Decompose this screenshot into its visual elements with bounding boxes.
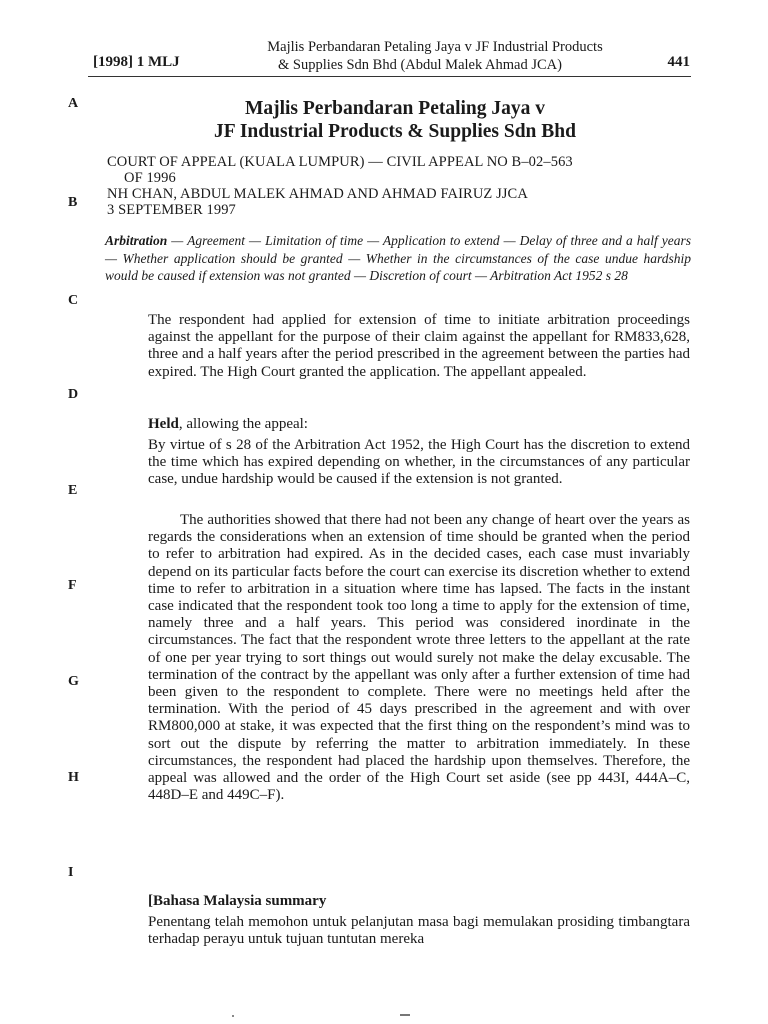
held-paragraph-1	[148, 437, 690, 489]
margin-letter-d: D	[68, 387, 79, 402]
facts-paragraph	[148, 312, 690, 381]
bm-summary-text: Penentang telah memohon untuk pelanjutan masa bagi memulakan prosiding timbangtara terhadap perayu untuk tujuan tuntutan mereka	[148, 914, 690, 948]
header-citation: [1998] 1 MLJ	[93, 54, 180, 70]
scan-artifact-dash	[400, 1014, 410, 1016]
court-line: COURT OF APPEAL (KUALA LUMPUR) — CIVIL APPEAL NO B–02–563	[107, 154, 573, 170]
court-line-continued: OF 1996	[124, 170, 176, 186]
case-title-line-1: Majlis Perbandaran Petaling Jaya v	[244, 98, 546, 119]
held-paragraph-2	[148, 512, 690, 804]
held-heading	[148, 416, 308, 433]
header-title-line-1: Majlis Perbandaran Petaling Jaya v JF Industrial Products	[267, 39, 603, 55]
margin-letter-f: F	[68, 578, 77, 593]
held-label: Held	[148, 416, 179, 432]
judges-line: NH CHAN, ABDUL MALEK AHMAD AND AHMAD FAIRUZ JJCA	[107, 186, 528, 202]
bm-summary-heading: [Bahasa Malaysia summary	[148, 893, 327, 909]
scan-artifact-dot	[232, 1015, 234, 1017]
catchwords	[105, 232, 691, 285]
case-title	[100, 97, 690, 143]
header-rule	[88, 76, 691, 77]
held-paragraph-1-text: By virtue of s 28 of the Arbitration Act 1952, the High Court has the discretion to extend the time which has expired depending on whether, in the circumstances of any particular case, undue hardship would be caused if the extension is not granted.	[148, 437, 690, 488]
page-number: 441	[667, 54, 690, 70]
case-title-line-2: JF Industrial Products & Supplies Sdn Bhd	[214, 121, 576, 142]
header-title-line-2: & Supplies Sdn Bhd (Abdul Malek Ahmad JCA)	[278, 57, 562, 73]
margin-letter-h: H	[68, 770, 79, 785]
facts-text: The respondent had applied for extension of time to initiate arbitration proceedings against the appellant for the purpose of their claim against the appellant for RM833,628, three and a half years after the period prescribed in the agreement between the parties had expired. The High Court granted the application. The appellant appealed.	[148, 312, 690, 380]
margin-letter-a: A	[68, 96, 79, 111]
catchwords-lead: Arbitration	[105, 233, 168, 248]
margin-letter-e: E	[68, 483, 78, 498]
margin-letter-c: C	[68, 293, 79, 308]
decision-date: 3 SEPTEMBER 1997	[107, 202, 236, 218]
held-paragraph-2-text: The authorities showed that there had not been any change of heart over the years as regards the considerations when an extension of time should be granted when the period to refer to arbitration had expired. As in the decided cases, each case must invariably depend on its particular facts before the court can exercise its discretion whether to extend time to refer to arbitration in a situation where time has lapsed. The facts in the instant case indicated that the respondent took too long a time to apply for the extension of time, namely three and a half years. This period was considered inordinate in the circumstances. The fact that the respondent wrote three letters to the appellant at the rate of one per year trying to sort things out would surely not make the delay excusable. The termination of the contract by the appellant was only after a further extension of time had been given to the respondent to complete. There were no meetings held after the termination. With the period of 45 days prescribed in the agreement and with over RM800,000 at stake, it was expected that the first thing on the respondent’s mind was to sort out the dispute by referring the matter to arbitration immediately. In these circumstances, the respondent had placed the hardship upon themselves. Therefore, the appeal was allowed and the order of the High Court set aside (see pp 443I, 444A–C, 448D–E and 449C–F).	[148, 512, 690, 804]
margin-letter-i: I	[68, 865, 74, 880]
held-rest: , allowing the appeal:	[178, 416, 308, 432]
margin-letter-b: B	[68, 195, 78, 210]
header-title	[200, 38, 670, 74]
margin-letter-g: G	[68, 674, 79, 689]
catchwords-body: — Agreement — Limitation of time — Application to extend — Delay of three and a half years — Whether application should be granted — Whether in the circumstances of the case undue hardship would be caused if extension was not granted — Discretion of court — Arbitration Act 1952 s 28	[105, 233, 691, 283]
bm-summary-paragraph	[148, 914, 690, 948]
